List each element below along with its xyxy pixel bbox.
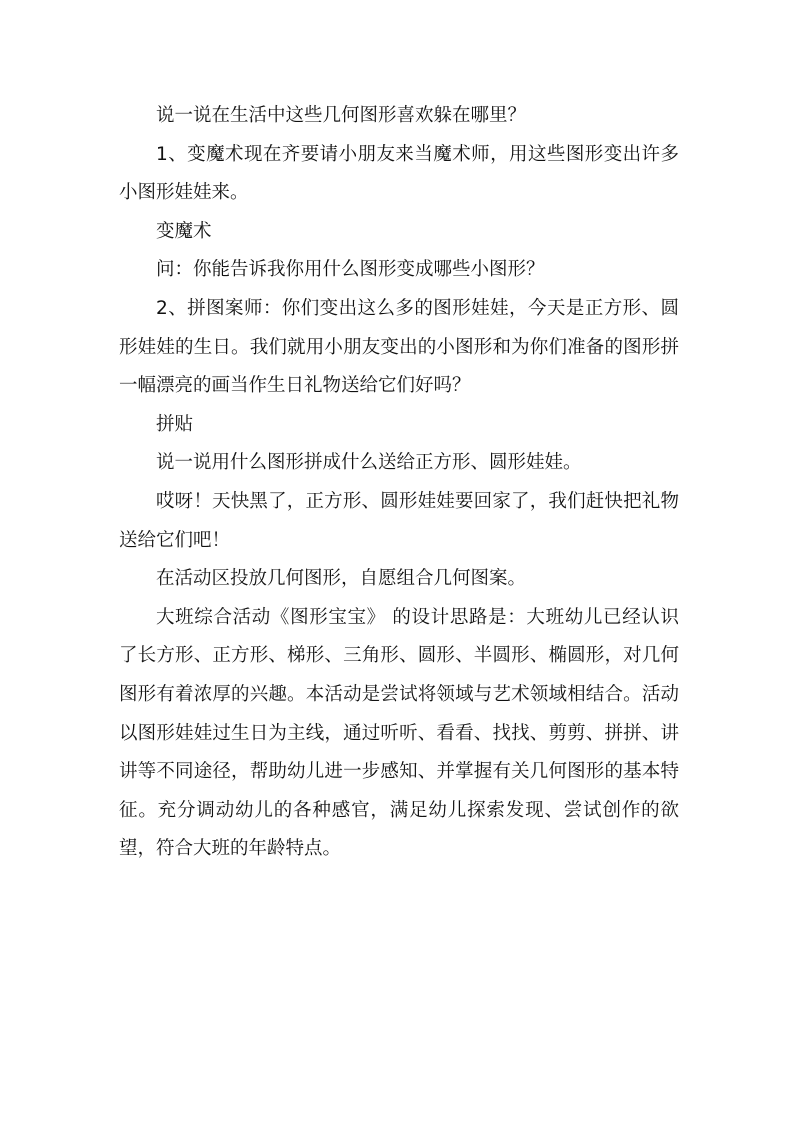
paragraph-collage-question: 说一说用什么图形拼成什么送给正方形、圆形娃娃。	[156, 452, 582, 474]
paragraph-magic-label: 变魔术	[156, 220, 212, 242]
document-body	[119, 97, 679, 869]
paragraph-puzzle-designer: 2、拼图案师：你们变出这么多的图形娃娃，今天是正方形、圆形娃娃的生日。我们就用小朋友变出的小图形和为你们准备的图形拼一幅漂亮的画当作生日礼物送给它们好吗？	[119, 297, 679, 397]
paragraph-design-rationale: 大班综合活动《图形宝宝》 的设计思路是：大班幼儿已经认识了长方形、正方形、梯形、三角形、圆形、半圆形、椭圆形，对几何图形有着浓厚的兴趣。本活动是尝试将领域与艺术领域相结合。活动以图形娃娃过生日为主线，通过听听、看看、找找、剪剪、拼拼、讲讲等不同途径，帮助幼儿进一步感知、并掌握有关几何图形的基本特征。充分调动幼儿的各种感官，满足幼儿探索发现、尝试创作的欲望，符合大班的年龄特点。	[119, 606, 679, 860]
paragraph-going-home: 哎呀！天快黑了，正方形、圆形娃娃要回家了，我们赶快把礼物送给它们吧！	[119, 490, 679, 551]
paragraph-question-where: 说一说在生活中这些几何图形喜欢躲在哪里？	[156, 105, 527, 126]
paragraph-magic-intro: 1、变魔术现在齐要请小朋友来当魔术师，用这些图形变出许多小图形娃娃来。	[119, 143, 679, 204]
paragraph-activity-area: 在活动区投放几何图形，自愿组合几何图案。	[156, 568, 527, 590]
paragraph-collage-label: 拼贴	[156, 413, 194, 435]
paragraph-magic-question: 问：你能告诉我你用什么图形变成哪些小图形？	[156, 259, 545, 281]
